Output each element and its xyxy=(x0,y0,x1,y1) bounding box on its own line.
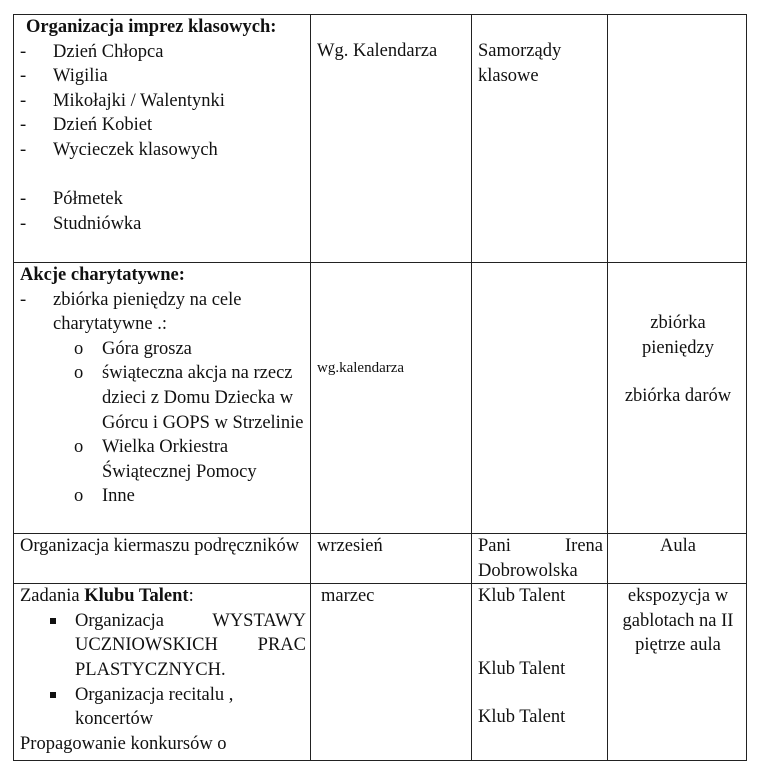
list-item: - Dzień Kobiet xyxy=(20,113,306,138)
cell-notes xyxy=(608,15,747,263)
notes-text: Aula xyxy=(660,536,696,556)
cell-responsible xyxy=(472,15,608,263)
table-row-book-fair xyxy=(14,534,747,584)
cell-term xyxy=(311,584,472,761)
list-item: - Półmetek xyxy=(20,187,306,212)
responsible-text: Samorządy klasowe xyxy=(478,41,562,86)
responsible-text: Klub Talent xyxy=(478,586,566,607)
task-suffix: : xyxy=(188,586,194,607)
club-name: Klubu Talent xyxy=(84,586,189,607)
list-item: - zbiórka pieniędzy na cele charytatywne .: xyxy=(20,288,306,337)
list-item: Organizacja WYSTAWY UCZNIOWSKICH PRAC PLASTYCZNYCH. xyxy=(46,609,306,683)
sub-list-item: o Wielka Orkiestra Świątecznej Pomocy xyxy=(74,435,306,484)
list-item: - Wycieczek klasowych xyxy=(20,138,306,163)
term-text: wg.kalendarza xyxy=(317,360,405,376)
cell-term xyxy=(311,534,472,584)
charity-sublist xyxy=(20,337,306,509)
cell-responsible xyxy=(472,263,608,534)
table-row-class-events xyxy=(14,15,747,263)
talent-club-list xyxy=(20,609,306,732)
section-title-charity: Akcje charytatywne: xyxy=(20,265,185,285)
cell-notes xyxy=(608,263,747,534)
term-text: marzec xyxy=(321,586,375,607)
list-item: - Wigilia xyxy=(20,64,306,89)
cell-task xyxy=(14,263,311,534)
cell-task xyxy=(14,584,311,761)
notes-text-gifts: zbiórka darów xyxy=(624,386,732,407)
table-row-charity xyxy=(14,263,747,534)
list-item: - Studniówka xyxy=(20,212,306,237)
sub-list-item: o Inne xyxy=(74,484,306,509)
cell-term xyxy=(311,263,472,534)
sub-list-item: o świąteczna akcja na rzecz dzieci z Domu Dziecka w Górcu i GOPS w Strzelinie xyxy=(74,361,306,435)
class-events-list xyxy=(20,40,306,237)
notes-text-money: zbiórka pieniędzy xyxy=(642,313,714,358)
cell-responsible xyxy=(472,584,608,761)
activity-table xyxy=(13,14,747,761)
responsible-text: Pani Irena Dobrowolska xyxy=(478,536,603,581)
cell-task xyxy=(14,534,311,584)
term-text: Wg. Kalendarza xyxy=(317,41,438,61)
task-heading xyxy=(20,584,306,609)
table-row-talent-club xyxy=(14,584,747,761)
cell-term xyxy=(311,15,472,263)
responsible-text: Klub Talent xyxy=(478,658,566,679)
sub-list-item: o Góra grosza xyxy=(74,337,306,362)
list-item: - Dzień Chłopca xyxy=(20,40,306,65)
cell-notes xyxy=(608,584,747,761)
cell-task xyxy=(14,15,311,263)
section-title-class-events: Organizacja imprez klasowych: xyxy=(26,17,277,37)
responsible-text: Klub Talent xyxy=(478,707,566,728)
term-text: wrzesień xyxy=(317,536,383,556)
trailing-text: Propagowanie konkursów o xyxy=(20,733,227,754)
notes-text: ekspozycja w gablotach na II piętrze aula xyxy=(622,586,734,656)
cell-responsible xyxy=(472,534,608,584)
list-item: - Mikołajki / Walentynki xyxy=(20,89,306,114)
task-prefix: Zadania xyxy=(20,586,85,607)
cell-notes xyxy=(608,534,747,584)
task-text: Organizacja kiermaszu podręczników xyxy=(20,536,300,556)
list-item: Organizacja recitalu , koncertów xyxy=(46,683,306,732)
charity-list xyxy=(20,288,306,337)
